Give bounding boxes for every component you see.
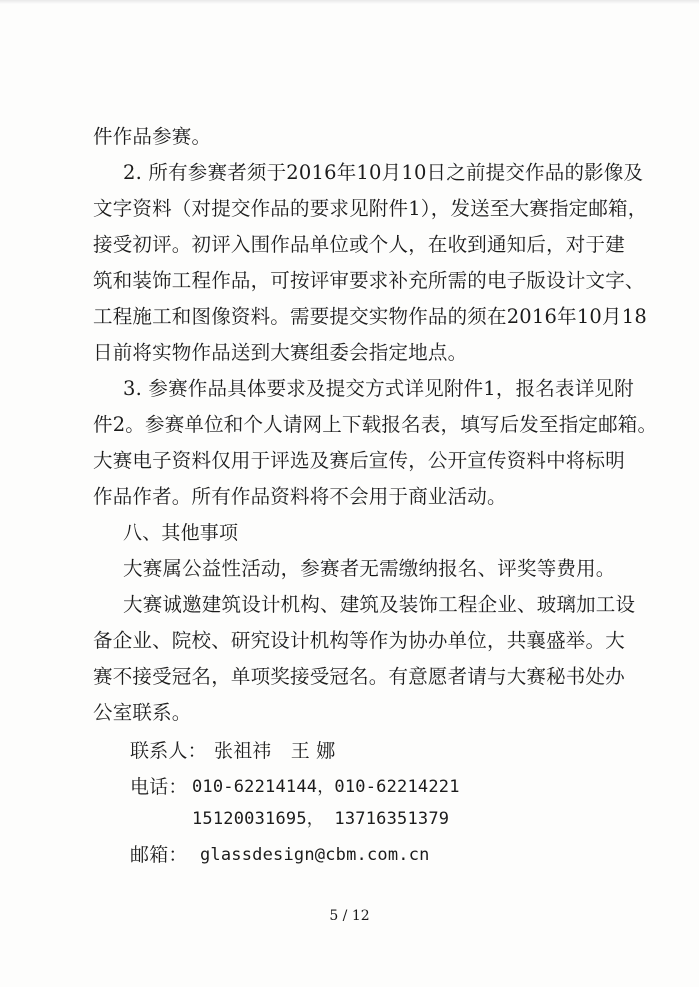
item3-line: 件2。参赛单位和个人请网上下载报名表，填写后发至指定邮箱。: [93, 413, 658, 436]
item2-line: 接受初评。初评入围作品单位或个人，在收到通知后，对于建: [93, 233, 625, 256]
item2-line: 日前将实物作品送到大赛组委会指定地点。: [93, 341, 468, 364]
paragraph-continuation: 件作品参赛。: [93, 125, 212, 148]
scan-edge: [0, 0, 699, 4]
email-label: 邮箱：: [130, 844, 188, 866]
item2-line: 工程施工和图像资料。需要提交实物作品的须在2016年10月18: [93, 305, 647, 328]
section8-heading: 八、其他事项: [123, 522, 239, 544]
contact-persons: 张祖祎 王 娜: [214, 740, 336, 762]
item3-line: 3. 参赛作品具体要求及提交方式详见附件1，报名表详见附: [123, 377, 634, 400]
email-address: glassdesign@cbm.com.cn: [200, 845, 430, 865]
item2-line: 2. 所有参赛者须于2016年10月10日之前提交作品的影像及: [123, 161, 644, 184]
section8-para2-line: 备企业、院校、研究设计机构等作为协办单位，共襄盛举。大: [93, 629, 625, 652]
section8-para2-line: 公室联系。: [93, 701, 192, 724]
page-number: 5 / 12: [329, 908, 370, 924]
item3-line: 作品作者。所有作品资料将不会用于商业活动。: [93, 485, 507, 508]
item3-line: 大赛电子资料仅用于评选及赛后宣传，公开宣传资料中将标明: [93, 449, 625, 472]
item2-line: 筑和装饰工程作品，可按评审要求补充所需的电子版设计文字、: [93, 269, 645, 292]
phone-numbers-line2: 15120031695， 13716351379: [192, 809, 450, 829]
phone-numbers-line1: 010-62214144，010-62214221: [192, 777, 460, 797]
item2-line: 文字资料（对提交作品的要求见附件1），发送至大赛指定邮箱，: [93, 197, 648, 220]
section8-para2-line: 赛不接受冠名，单项奖接受冠名。有意愿者请与大赛秘书处办: [93, 665, 625, 688]
phone-label: 电话：: [130, 776, 188, 798]
contact-person-label: 联系人：: [130, 740, 207, 762]
section8-paragraph1: 大赛属公益性活动，参赛者无需缴纳报名、评奖等费用。: [123, 557, 616, 580]
section8-para2-line: 大赛诚邀建筑设计机构、建筑及装饰工程企业、玻璃加工设: [123, 593, 636, 616]
